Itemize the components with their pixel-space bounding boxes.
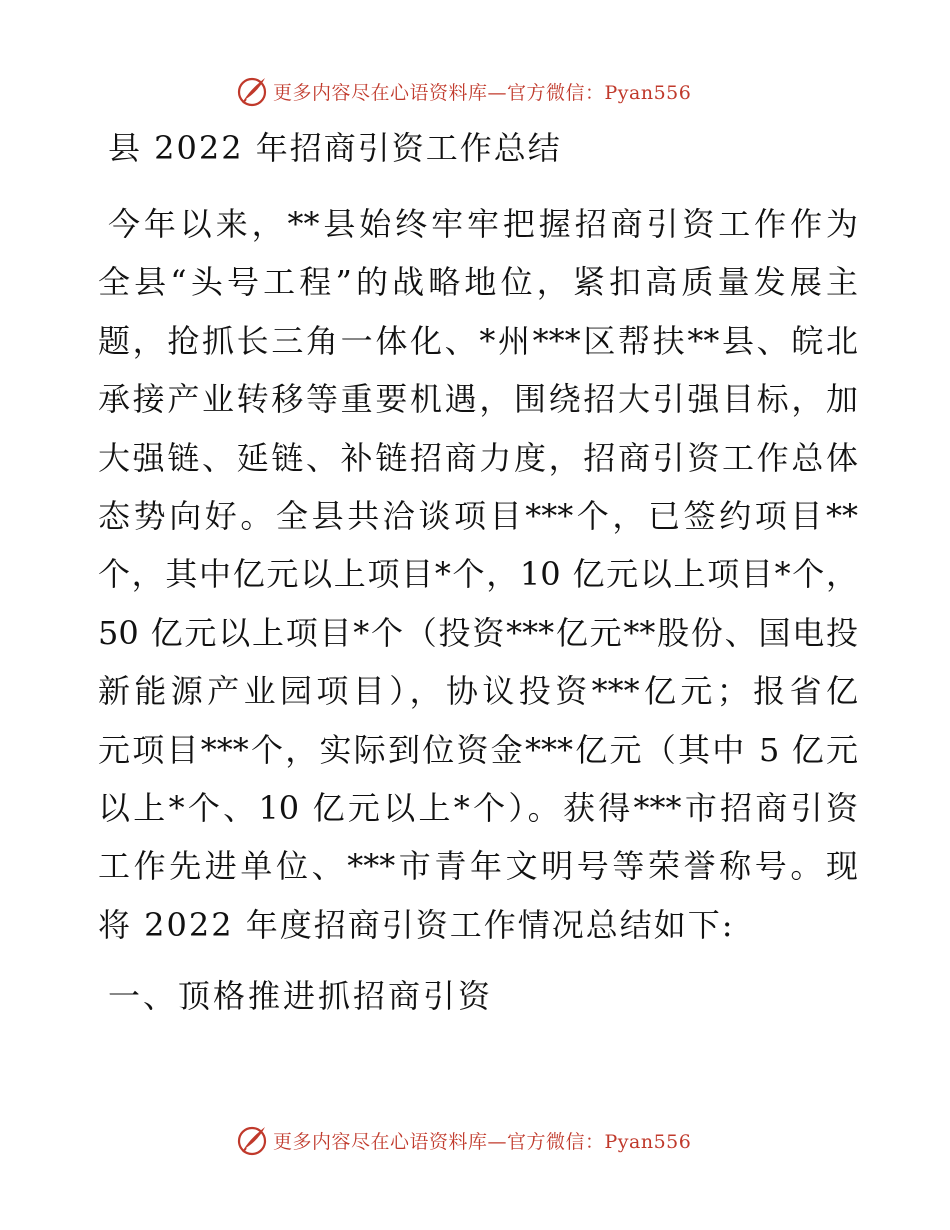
- paragraph-line: 50 亿元以上项目*个（投资***亿元**股份、国电投: [98, 613, 858, 652]
- paragraph-line: 态势向好。全县共洽谈项目***个，已签约项目**: [98, 496, 858, 535]
- footer-watermark: [235, 1120, 691, 1160]
- paragraph-line: 全县“头号工程”的战略地位，紧扣高质量发展主: [98, 263, 858, 302]
- paragraph-line: 新能源产业园项目），协议投资***亿元；报省亿: [98, 672, 858, 711]
- paragraph-line: 题，抢抓长三角一体化、*州***区帮扶**县、皖北: [98, 321, 858, 360]
- paragraph-line: 承接产业转移等重要机遇，围绕招大引强目标，加: [98, 380, 858, 419]
- quill-pen-logo-icon: [235, 74, 269, 108]
- paragraph-line: 以上*个、10 亿元以上*个）。获得***市招商引资: [98, 788, 858, 827]
- paragraph-line: 工作先进单位、***市青年文明号等荣誉称号。现: [98, 847, 858, 886]
- watermark-text: 更多内容尽在心语资料库—官方微信：Pyan556: [273, 81, 692, 104]
- paragraph-line: 元项目***个，实际到位资金***亿元（其中 5 亿元: [98, 730, 858, 769]
- watermark-text: 更多内容尽在心语资料库—官方微信：Pyan556: [273, 1130, 692, 1153]
- paragraph-line: 今年以来，**县始终牢牢把握招商引资工作作为: [108, 205, 858, 243]
- paragraph-line: 个，其中亿元以上项目*个，10 亿元以上项目*个，: [98, 555, 858, 594]
- header-watermark: [235, 71, 691, 111]
- quill-pen-logo-icon: [235, 1123, 269, 1157]
- paragraph-line: 大强链、延链、补链招商力度，招商引资工作总体: [98, 438, 858, 477]
- document-title: 县 2022 年招商引资工作总结: [108, 129, 562, 167]
- intro-paragraph: [98, 195, 858, 954]
- paragraph-line: 将 2022 年度招商引资工作情况总结如下:: [98, 905, 735, 944]
- section-heading: 一、顶格推进抓招商引资: [108, 977, 494, 1015]
